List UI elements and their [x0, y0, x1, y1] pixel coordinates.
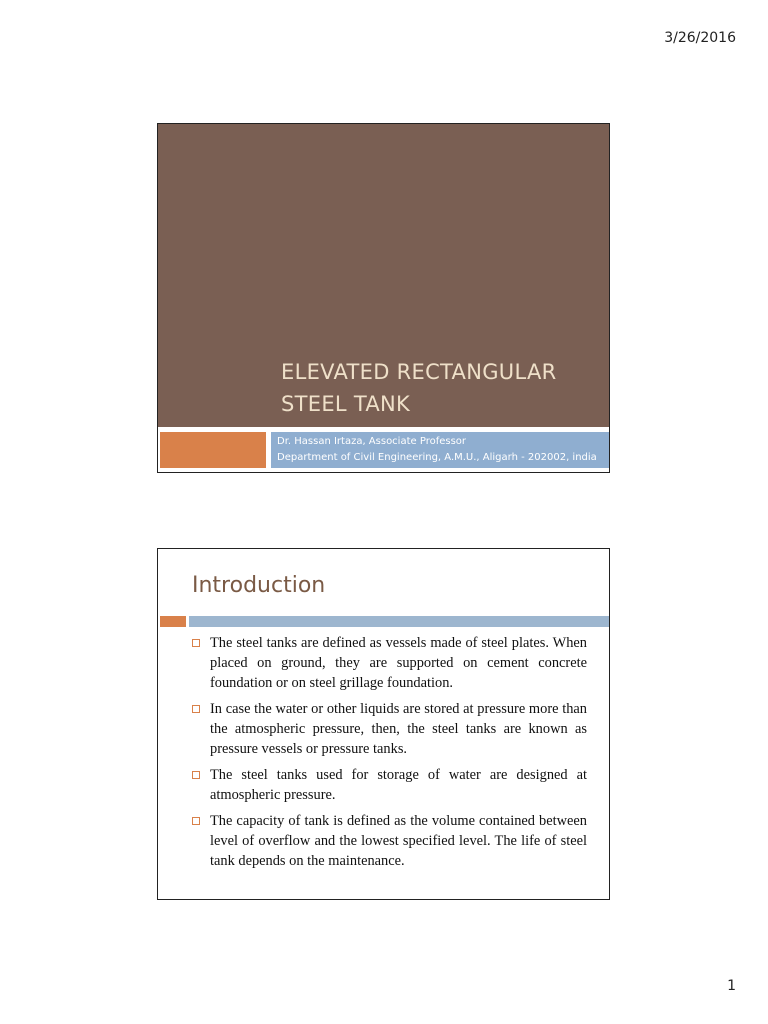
orange-accent-block — [160, 432, 266, 468]
page-number: 1 — [727, 978, 736, 994]
bullet-text: In case the water or other liquids are stored at pressure more than the atmospheric pressure, then, the steel tanks are known as pressure vessels or pressure tanks. — [210, 701, 587, 757]
print-date: 3/26/2016 — [664, 30, 736, 46]
list-item — [192, 765, 587, 805]
title-slide — [157, 123, 610, 473]
introduction-slide — [157, 548, 610, 900]
list-item — [192, 811, 587, 871]
bullet-list — [192, 633, 587, 877]
bullet-text: The steel tanks used for storage of water are designed at atmospheric pressure. — [210, 767, 587, 803]
square-bullet-icon — [192, 705, 200, 713]
list-item — [192, 699, 587, 759]
list-item — [192, 633, 587, 693]
square-bullet-icon — [192, 771, 200, 779]
square-bullet-icon — [192, 817, 200, 825]
slide-heading: Introduction — [192, 573, 326, 598]
heading-accent-orange — [160, 616, 186, 627]
subtitle-band — [271, 432, 609, 468]
heading-accent-blue — [189, 616, 609, 627]
square-bullet-icon — [192, 639, 200, 647]
department-line: Department of Civil Engineering, A.M.U., Aligarh - 202002, india — [277, 452, 597, 463]
bullet-text: The steel tanks are defined as vessels made of steel plates. When placed on ground, they are supported on cement concrete foundation or on steel grillage foundation. — [210, 635, 587, 691]
slide-title-line-1: ELEVATED RECTANGULAR — [281, 360, 557, 384]
author-line: Dr. Hassan Irtaza, Associate Professor — [277, 436, 467, 447]
bullet-text: The capacity of tank is defined as the volume contained between level of overflow and the lowest specified level. The life of steel tank depends on the maintenance. — [210, 813, 587, 869]
slide-title — [281, 356, 601, 420]
slide-title-line-2: STEEL TANK — [281, 392, 411, 416]
